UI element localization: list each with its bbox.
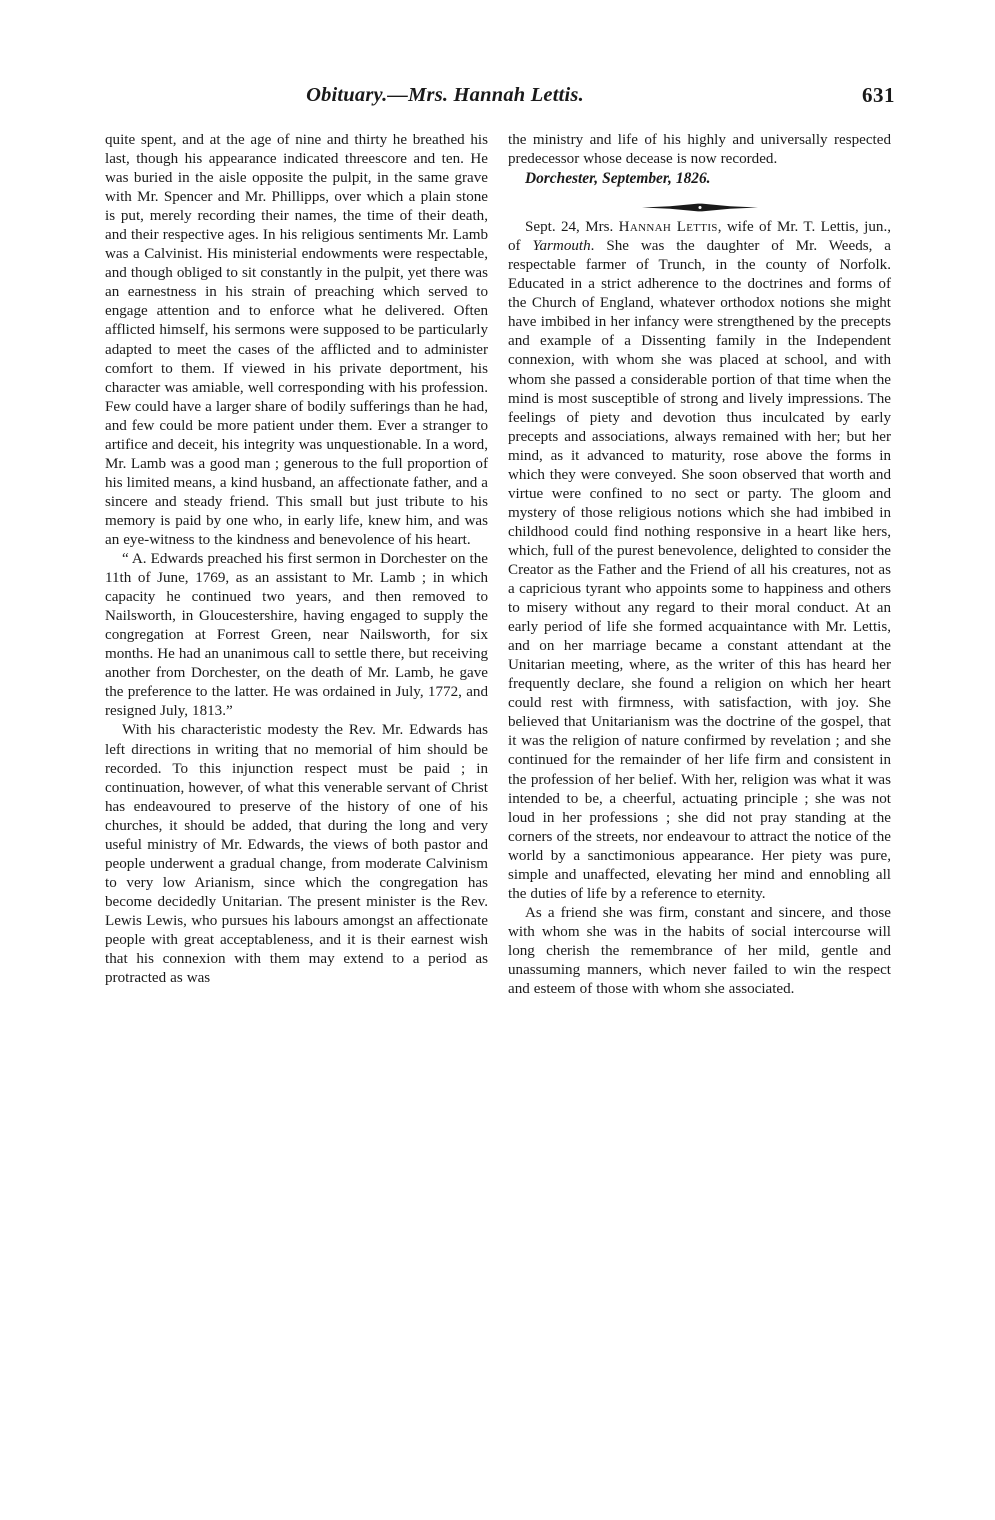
page-title: Obituary.—Mrs. Hannah Lettis. (306, 84, 584, 106)
body-columns (105, 131, 895, 1471)
spindle-rule-icon (640, 200, 760, 219)
column-left (105, 131, 488, 988)
paragraph-closing: As a friend she was firm, constant and sincere, and those with whom she was in the habits of social intercourse will long cherish the remembrance of her mild, gentle and unassuming manners, which never failed to win the respect and esteem of those with whom she associated. (508, 904, 891, 998)
paragraph-obituary-lettis (508, 218, 891, 904)
obituary-body: . She was the daughter of Mr. Weeds, a respectable farmer of Trunch, in the county of Norfolk. Educated in a strict adherence to the doctrines and forms of the Church of England, whatever orthodox notions she might have imbibed in her infancy were strengthened by the precepts and example of a Dissenting family in the Independent connexion, with whom she was placed at school, and with whom she passed a considerable portion of that time when the mind is most susceptible of strong and lively impressions. The feelings of piety and devotion thus inculcated by early precepts and associations, always remained with her; but her mind, as it advanced to maturity, rose above the forms in which they were conveyed. She soon observed that worth and virtue were confined to no sect or party. The gloom and mystery of those religious notions which she had imbibed in childhood could find nothing responsive in a heart like hers, which, full of the purest benevolence, delighted to consider the Creator as the Father and the Friend of all his creatures, not as a capricious tyrant who appoints some to happiness and others to misery without any regard to their moral conduct. At an early period of life she formed acquaintance with Mr. Lettis, and on her marriage became a constant attendant at the Unitarian meeting, where, as the writer of this has heard her frequently declare, she found a religion on which her heart could rest with firmness, with satisfaction, with joy. She believed that Unitarianism was the doctrine of the gospel, that it was the religion of nature confirmed by revelation ; and she continued for the remainder of her life firm and consistent in the profession of her belief. With her, religion was what it was intended to be, a cheerful, actuating principle ; she was not loud in her professions ; she did not pray standing at the corners of the streets, nor endeavour to attract the notice of the world by a sanctimonious appearance. Her piety was pure, simple and unaffected, elevating her mind and ennobling all the duties of life by a reference to eternity. (508, 238, 891, 902)
column-right (508, 131, 891, 999)
paragraph-continuation: the ministry and life of his highly and universally respected predecessor whose decease is now recorded. (508, 132, 891, 168)
obituary-lead-in: Sept. 24, Mrs. (525, 219, 619, 236)
running-head (105, 84, 895, 110)
ornamental-divider (508, 190, 891, 215)
paragraph-edwards-modesty: With his characteristic modesty the Rev. Mr. Edwards has left directions in writing that no memorial of him should be recorded. To this injunction respect must be paid ; in continuation, however, of what this venerable servant of Christ has endeavoured to preserve of the history of one of his churches, it should be added, that during the long and very useful ministry of Mr. Edwards, the views of both pastor and people underwent a gradual change, from moderate Calvinism to very low Arianism, since which the congregation has become decidedly Unitarian. The present minister is the Rev. Lewis Lewis, who pursues his labours amongst an affectionate people with great acceptableness, and it is their earnest wish that his connexion with them may extend to a period as protracted as was (105, 722, 488, 987)
obituary-after-name: , wife of Mr. T. Lettis, jun., of (508, 219, 891, 255)
paragraph-lamb-burial: quite spent, and at the age of nine and thirty he breathed his last, though his appearance indicated threescore and ten. He was buried in the aisle opposite the pulpit, in the same grave with Mr. Spencer and Mr. Phillipps, over which a plain stone is put, merely recording their names, the time of their death, and their respective ages. In his religious sentiments Mr. Lamb was a Calvinist. His ministerial endowments were respectable, and though obliged to sit constantly in the pulpit, yet there was an earnestness in his strain of preaching which served to engage attention and to enforce what he delivered. Often afflicted himself, his sermons were supposed to be particularly adapted to meet the cases of the afflicted and to administer comfort to them. If viewed in his private deportment, his character was amiable, well corresponding with his profession. Few could have a larger share of bodily sufferings than he had, and few could be more patient under them. Ever a stranger to artifice and deceit, his integrity was unquestionable. In a word, Mr. Lamb was a good man ; generous to the full proportion of his limited means, a kind husband, an affectionate father, and a sincere and steady friend. This small but just tribute to his memory is paid by one who, in early life, knew him, and was an eye-witness to the kindness and benevolence of his heart. (105, 132, 488, 548)
obituary-place: Yarmouth (532, 238, 591, 255)
page-number: 631 (862, 83, 895, 107)
dateline: Dorchester, September, 1826. (525, 170, 711, 188)
paragraph-edwards-quote: “ A. Edwards preached his first sermon in Dorchester on the 11th of June, 1769, as an assistant to Mr. Lamb ; in which capacity he continued two years, and then removed to Nailsworth, in Gloucestershire, having engaged to supply the congregation at Forrest Green, near Nailsworth, for six months. He had an unanimous call to settle there, but receiving another from Dorchester, on the death of Mr. Lamb, he gave the preference to the latter. He was ordained in July, 1772, and resigned July, 1813.” (105, 551, 488, 720)
obituary-subject-name: Hannah Lettis (618, 219, 718, 236)
